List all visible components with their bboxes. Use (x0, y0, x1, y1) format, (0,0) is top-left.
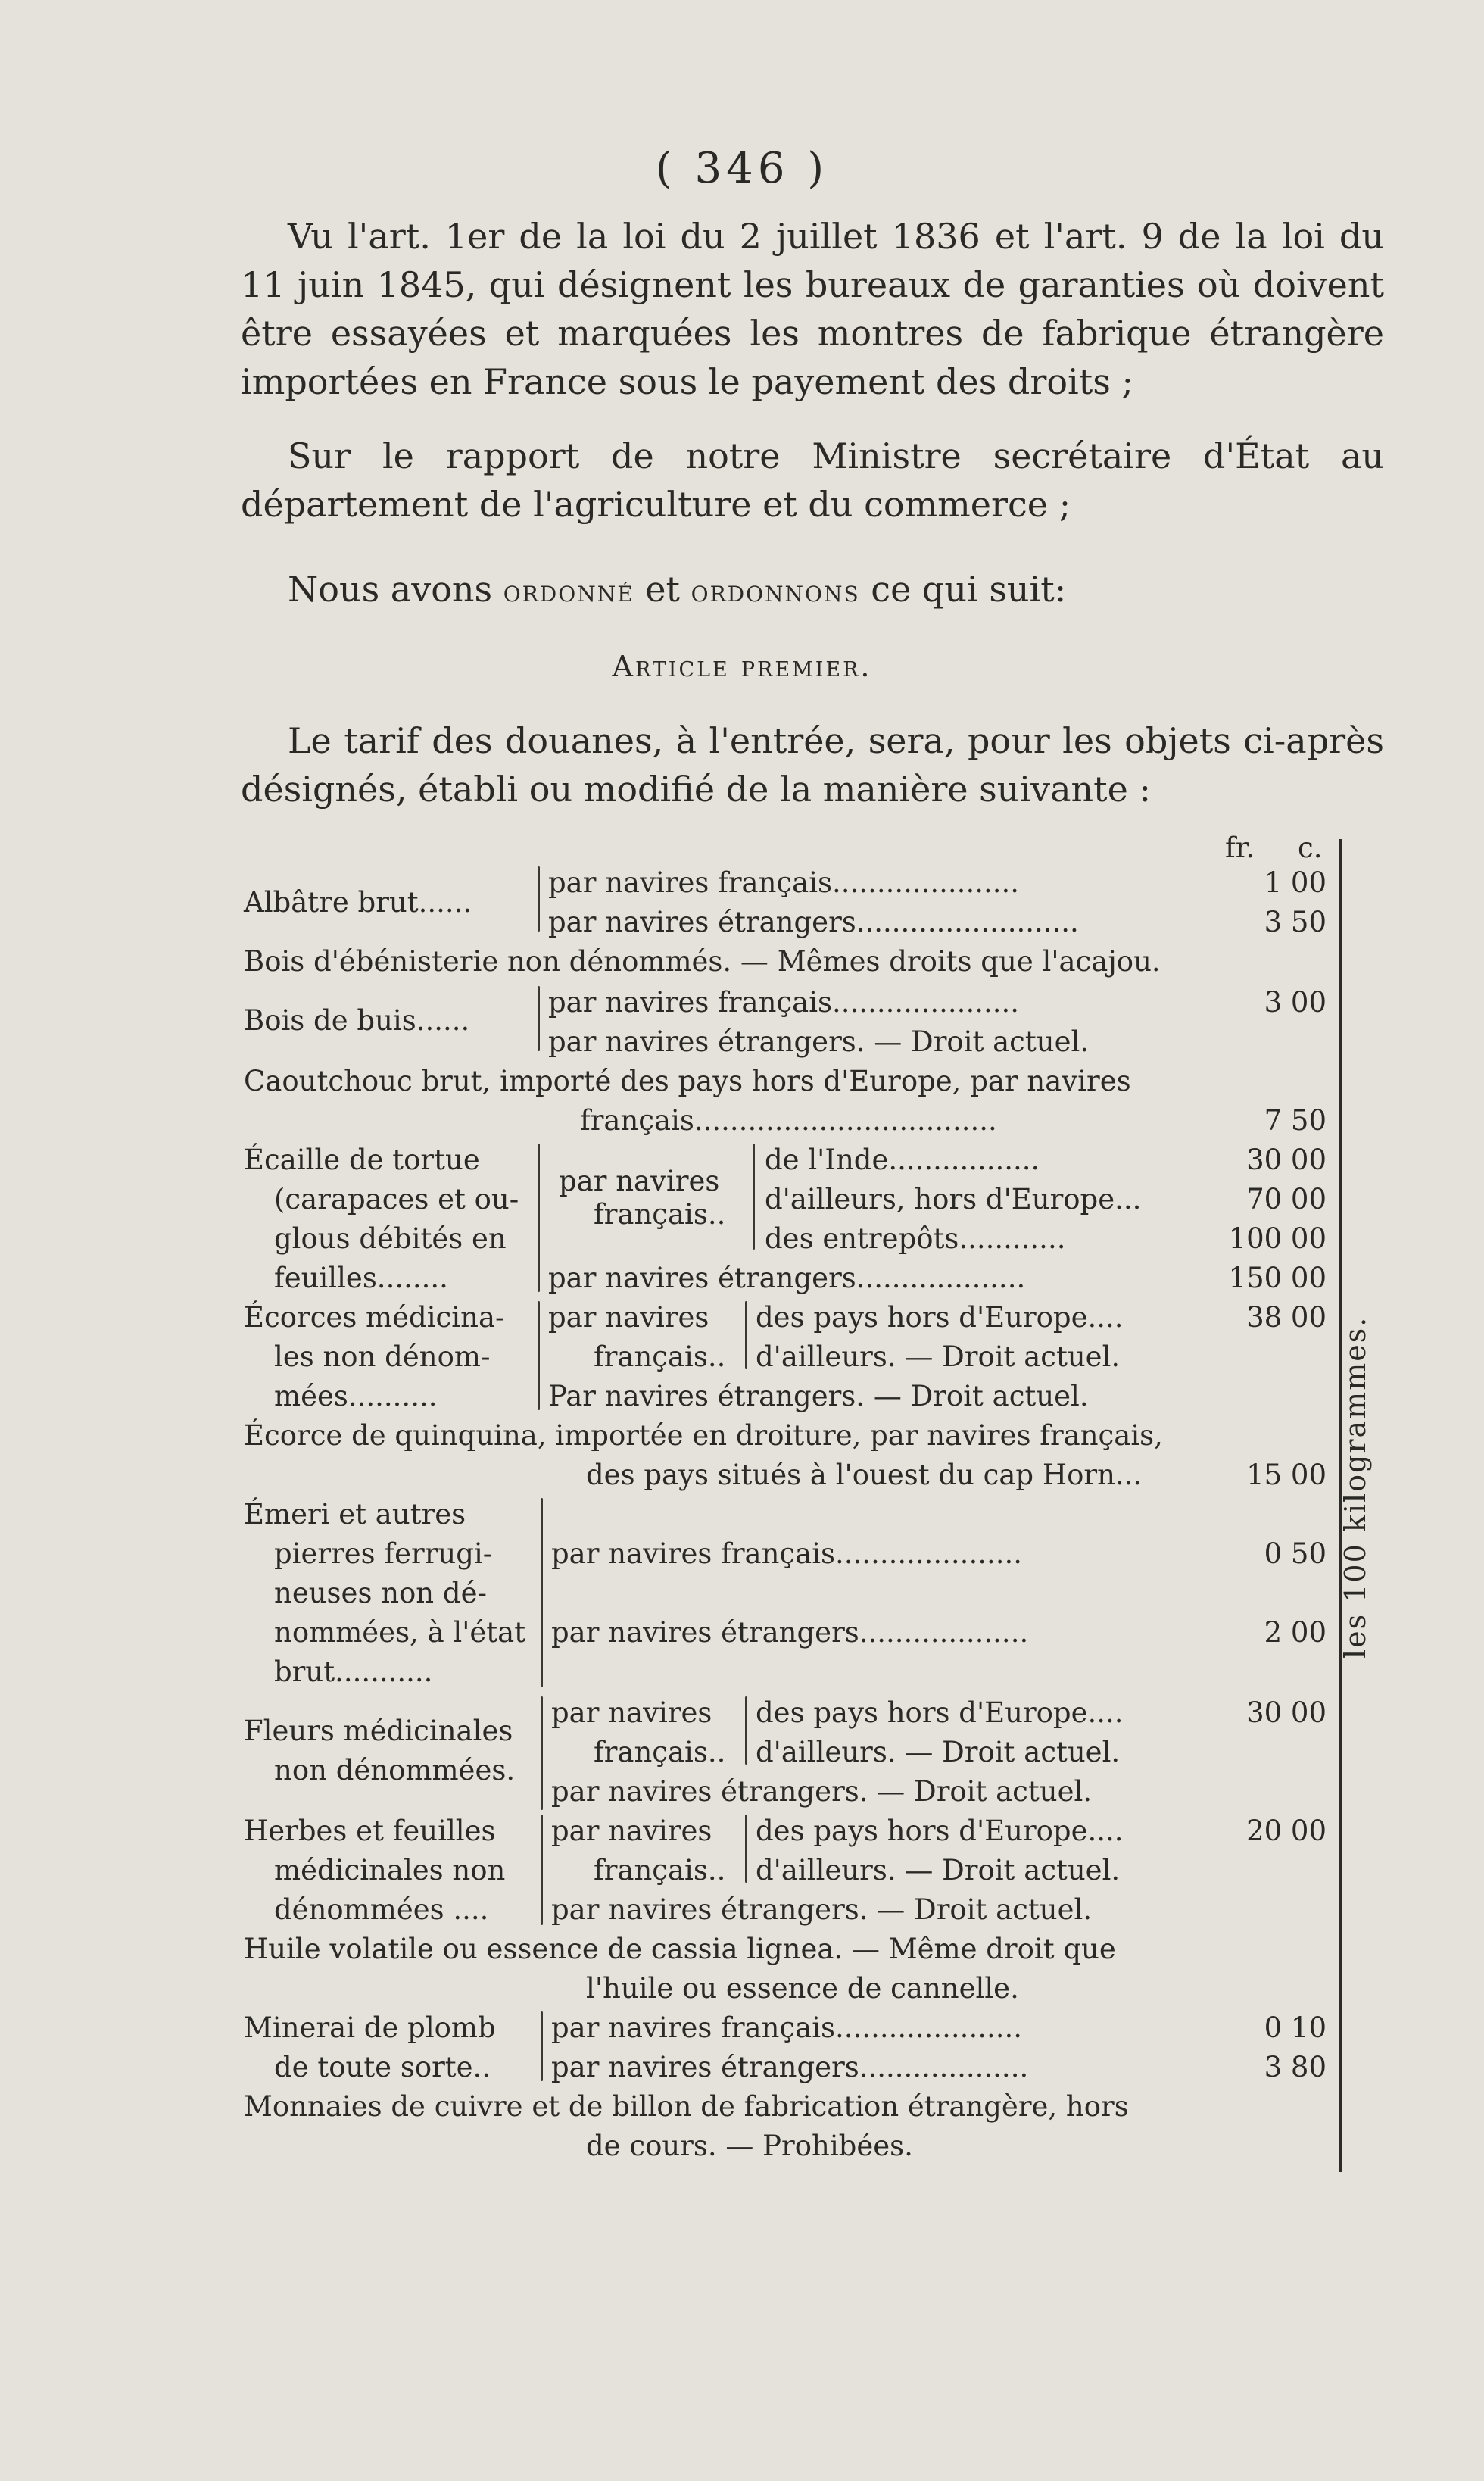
brace (745, 1696, 747, 1765)
brace (541, 1696, 543, 1810)
brace (538, 1144, 540, 1292)
ordonne-lead: Nous avons (288, 569, 504, 610)
minerai-name-2: de toute sorte.. (274, 2051, 491, 2083)
brace (538, 866, 540, 932)
herbes-row-1: des pays hors d'Europe.... (756, 1815, 1124, 1847)
minerai-row-1: par navires français..................... (551, 2011, 1023, 2044)
fleurs-amount-1: 30 00 (1246, 1696, 1327, 1729)
emeri-amount-2: 2 00 (1264, 1616, 1327, 1649)
bois-buis-amount-1: 3 00 (1264, 986, 1327, 1019)
ecorces-name-2: les non dénom- (274, 1340, 491, 1373)
fleurs-row-3: par navires étrangers. — Droit actuel. (551, 1775, 1093, 1808)
quinquina-amount: 15 00 (1246, 1459, 1327, 1491)
minerai-name-1: Minerai de plomb (244, 2011, 496, 2044)
brace (753, 1144, 755, 1250)
brace (538, 1301, 540, 1410)
albatre-row-1: par navires français..................... (548, 866, 1020, 899)
brace (541, 1498, 543, 1687)
ordonne-tail: ce qui suit: (859, 569, 1067, 610)
herbes-name-3: dénommées .... (274, 1893, 489, 1926)
emeri-name-2: pierres ferrugi- (274, 1537, 493, 1570)
entry-bois-buis-name: Bois de buis...... (244, 1004, 470, 1037)
ecaille-amount-4: 150 00 (1228, 1262, 1327, 1294)
emeri-name-1: Émeri et autres (244, 1498, 466, 1531)
ecorces-sub-1: par navires (548, 1301, 709, 1334)
entry-caoutchouc-line-2: français.................................. (580, 1104, 997, 1137)
ecaille-row-3: des entrepôts............ (765, 1222, 1066, 1255)
ecaille-name-3: glous débités en (274, 1222, 507, 1255)
brace (538, 986, 540, 1051)
huile-line-1: Huile volatile ou essence de cassia lignea. — Même droit que (244, 1933, 1116, 1965)
ecaille-name-2: (carapaces et ou- (274, 1183, 519, 1216)
monnaies-line-2: de cours. — Prohibées. (586, 2130, 913, 2162)
herbes-name-1: Herbes et feuilles (244, 1815, 496, 1847)
emeri-name-3: neuses non dé- (274, 1577, 487, 1609)
ordonne-word: ordonné (503, 574, 634, 609)
emeri-name-5: brut........... (274, 1656, 433, 1688)
ecaille-amount-2: 70 00 (1246, 1183, 1327, 1216)
emeri-row-2: par navires étrangers................... (551, 1616, 1029, 1649)
ecorces-row-2: d'ailleurs. — Droit actuel. (756, 1340, 1121, 1373)
ecaille-amount-3: 100 00 (1228, 1222, 1327, 1255)
brace (745, 1815, 747, 1883)
ordonne-et: et (634, 569, 691, 610)
monnaies-line-1: Monnaies de cuivre et de billon de fabrication étrangère, hors (244, 2090, 1129, 2123)
entry-caoutchouc-line-1: Caoutchouc brut, importé des pays hors d'Europe, par navires (244, 1065, 1131, 1097)
units-label: les 100 kilogrammes. (1339, 1315, 1372, 1659)
herbes-row-3: par navires étrangers. — Droit actuel. (551, 1893, 1093, 1926)
emeri-name-4: nommées, à l'état (274, 1616, 526, 1649)
huile-line-2: l'huile ou essence de cannelle. (586, 1972, 1019, 2005)
herbes-row-2: d'ailleurs. — Droit actuel. (756, 1854, 1121, 1886)
herbes-sub-2: français.. (594, 1854, 726, 1886)
col-header-fr: fr. (1225, 832, 1255, 864)
ecaille-name-1: Écaille de tortue (244, 1144, 480, 1176)
ordonnons-word: ordonnons (691, 574, 860, 609)
ecorces-sub-2: français.. (594, 1340, 726, 1373)
ecorces-row-3: Par navires étrangers. — Droit actuel. (548, 1380, 1089, 1412)
paragraph-rapport: Sur le rapport de notre Ministre secrétaire d'État au département de l'agriculture et du commerce ; (241, 435, 1384, 525)
fleurs-row-1: des pays hors d'Europe.... (756, 1696, 1124, 1729)
paragraph-ordonne (241, 565, 1384, 616)
fleurs-sub-1: par navires (551, 1696, 712, 1729)
ecaille-sub-2: français.. (594, 1198, 726, 1231)
ecorces-name-3: mées.......... (274, 1380, 438, 1412)
minerai-amount-2: 3 80 (1264, 2051, 1327, 2083)
article-title: Article premier. (612, 650, 872, 683)
quinquina-line-2: des pays situés à l'ouest du cap Horn... (586, 1459, 1143, 1491)
herbes-name-2: médicinales non (274, 1854, 506, 1886)
ecaille-sub-1: par navires (559, 1165, 720, 1197)
caoutchouc-amount: 7 50 (1264, 1104, 1327, 1137)
fleurs-sub-2: français.. (594, 1736, 726, 1768)
ecaille-name-4: feuilles........ (274, 1262, 448, 1294)
emeri-amount-1: 0 50 (1264, 1537, 1327, 1570)
brace (541, 1815, 543, 1925)
albatre-amount-2: 3 50 (1264, 906, 1327, 938)
albatre-amount-1: 1 00 (1264, 866, 1327, 899)
ecaille-row-4: par navires étrangers................... (548, 1262, 1026, 1294)
ecorces-amount-1: 38 00 (1246, 1301, 1327, 1334)
ecaille-row-2: d'ailleurs, hors d'Europe... (765, 1183, 1142, 1216)
albatre-row-2: par navires étrangers......................... (548, 906, 1079, 938)
bois-buis-row-1: par navires français..................... (548, 986, 1020, 1019)
brace (745, 1301, 747, 1369)
entry-albatre-name: Albâtre brut...... (244, 886, 472, 919)
ecorces-row-1: des pays hors d'Europe.... (756, 1301, 1124, 1334)
quinquina-line-1: Écorce de quinquina, importée en droiture, par navires français, (244, 1419, 1163, 1452)
fleurs-name-2: non dénommées. (274, 1754, 516, 1787)
entry-bois-ebenisterie: Bois d'ébénisterie non dénommés. — Mêmes droits que l'acajou. (244, 945, 1161, 978)
page-number: ( 346 ) (655, 144, 829, 193)
herbes-amount-1: 20 00 (1246, 1815, 1327, 1847)
col-header-c: c. (1298, 832, 1323, 864)
ecorces-name-1: Écorces médicina- (244, 1301, 505, 1334)
herbes-sub-1: par navires (551, 1815, 712, 1847)
fleurs-row-2: d'ailleurs. — Droit actuel. (756, 1736, 1121, 1768)
paragraph-vu: Vu l'art. 1er de la loi du 2 juillet 1836 et l'art. 9 de la loi du 11 juin 1845, qui désignent les bureaux de garanties où doivent être essayées et marquées les montres de fabrique étrangère importées en France sous le payement des droits ; (241, 216, 1384, 402)
fleurs-name-1: Fleurs médicinales (244, 1715, 513, 1747)
ecaille-amount-1: 30 00 (1246, 1144, 1327, 1176)
bois-buis-row-2: par navires étrangers. — Droit actuel. (548, 1025, 1090, 1058)
emeri-row-1: par navires français..................... (551, 1537, 1023, 1570)
minerai-row-2: par navires étrangers................... (551, 2051, 1029, 2083)
ecaille-row-1: de l'Inde................. (765, 1144, 1040, 1176)
minerai-amount-1: 0 10 (1264, 2011, 1327, 2044)
brace (541, 2011, 543, 2081)
paragraph-tarif: Le tarif des douanes, à l'entrée, sera, pour les objets ci-après désignés, établi ou modifié de la manière suivante : (241, 720, 1384, 810)
